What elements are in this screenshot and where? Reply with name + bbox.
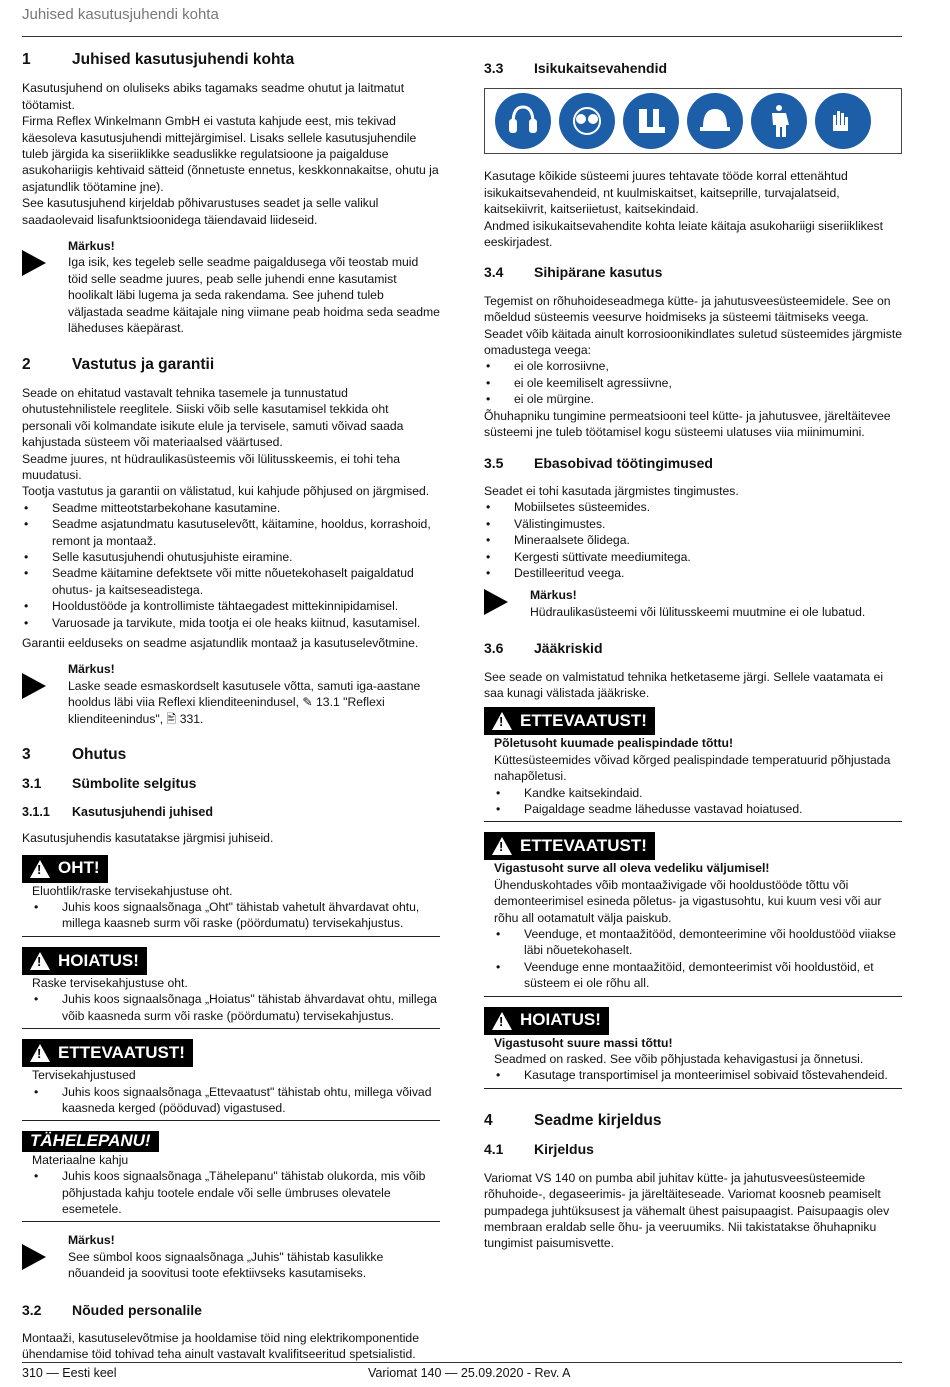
warn-sub: Tervisekahjustused <box>32 1068 136 1083</box>
s36-paragraph: See seade on valmistatud tehnika hetketaseme järgi. Sellele vaatamata ei saa kunagi välistada jääkriske. <box>484 669 884 700</box>
section-3-2-heading: 3.2 Nõuded personalile <box>22 1301 202 1318</box>
right-column <box>484 52 902 1252</box>
helmet-icon <box>687 93 743 149</box>
s2-paragraph: Seade on ehitatud vastavalt tehnika tasemele ja tunnustatud ohutustehnilistele reeglitele. Siiski võib selle kasutamisel tekkida oht personali või kolmandate isikute elule ja tervisele, samuti võivad saada kahjustada süsteem või materiaalsed väärtused. <box>22 385 404 450</box>
warning-block <box>484 1007 902 1089</box>
list-item: • ei ole mürgine. <box>484 391 902 407</box>
note-arrow-icon <box>22 661 68 727</box>
section-3-5-heading: 3.5 Ebasobivad töötingimused <box>484 454 713 471</box>
warning-badge: ! HOIATUS! <box>484 1007 609 1035</box>
section-2-heading: 2 Vastutus ja garantii <box>22 355 215 373</box>
list-item: • Juhis koos signaalsõnaga „Tähelepanu" tähistab olukorda, mis võib põhjustada kahju tootele endale või selle ümbruses olevatele esemetele. <box>32 1168 440 1217</box>
safety-boots-icon <box>623 93 679 149</box>
note-title: Märkus! <box>68 662 115 677</box>
note-text: See sümbol koos signaalsõnaga „Juhis" tähistab kasulikke nõuandeid ja soovitusi toote efektiivseks kasutamiseks. <box>68 1249 384 1281</box>
section-1-heading: 1 Juhised kasutusjuhendi kohta <box>22 51 295 68</box>
caution-badge: ! ETTEVAATUST! <box>484 832 655 860</box>
s34-paragraph: Õhuhapniku tungimine permeatsiooni teel kütte- ja jahutusvee, järeltäitevee süsteemi jne tuleb töötamisel kogu süsteemi ulatuses viia miinimumini. <box>484 408 891 440</box>
list-item: • Paigaldage seadme lähedusse vastavad hoiatused. <box>494 801 902 817</box>
warning-block <box>22 947 440 1029</box>
note-arrow-icon <box>22 238 68 336</box>
header-divider <box>22 36 902 37</box>
list-item: • Juhis koos signaalsõnaga „Ettevaatust" tähistab ohtu, millega võivad kaasneda kerged (pööduvad) vigastused. <box>32 1084 440 1117</box>
list-item: • Seadme mitteotstarbekohane kasutamine. <box>22 500 440 516</box>
list-item: • Juhis koos signaalsõnaga „Hoiatus" tähistab ähvardavat ohtu, millega võib kaasneda surm või raske (pöördumatu) tervisekahjustus. <box>32 991 440 1024</box>
note-text: Laske seade esmaskordselt kasutusele võtta, samuti iga-aastane hooldus läbi viia Reflexi klienditeenindusel, ✎ 13.1 "Reflexi klienditeenindus", 🖹 331. <box>68 678 421 726</box>
list-item: • Seadme käitamine defektsete või mitte nõuetekohaselt paigaldatud ohutus- ja kaitseseadistega. <box>22 565 440 598</box>
caution-badge: ! ETTEVAATUST! <box>484 707 655 735</box>
list-item: • Kandke kaitsekindaid. <box>494 785 902 801</box>
note-block <box>22 661 440 727</box>
note-arrow-icon <box>22 1232 68 1281</box>
warning-triangle-icon <box>30 952 50 970</box>
footer-document-info: Variomat 140 — 25.09.2020 - Rev. A <box>368 1366 571 1380</box>
s2-paragraph: Seadme juures, nt hüdraulikasüsteemis või lülitusskeemis, ei tohi teha muudatusi. <box>22 451 401 482</box>
gloves-icon <box>815 93 871 149</box>
danger-badge: ! OHT! <box>22 855 108 883</box>
running-header: Juhised kasutusjuhendi kohta <box>22 6 219 23</box>
note-block <box>22 1232 440 1281</box>
s34-paragraph: Tegemist on rõhuhoideseadmega kütte- ja jahutusveesüsteemidele. See on mõeldud süsteemis veesurve hoidmiseks ja süsteemi täitmiseks veega. Seadet võib käitada ainult korrosioonikindlates suletud süsteemides järgmiste omadustega veega: <box>484 293 902 358</box>
warn-text: Ühenduskohtades võib montaaživigade või hooldustööde tõttu või demonteerimisel esineda põletus- ja vigastusohtu, kui kuum vesi või aur rõhu all ootamatult välja paiskub. <box>494 877 882 925</box>
list-item: • Mobiilsetes süsteemides. <box>484 499 902 515</box>
s41-paragraph: Variomat VS 140 on pumba abil juhitav kütte- ja jahutusveesüsteemide rõhuhoide-, degaseerimis- ja järeltäiteseade. Variomat koosneb peamiselt pumpadega juhtüksusest ja vähemalt ühest paisupaagist. Paisupaagis olev membraan eraldab selle õhu- ja veeruumiks. Nii takistatakse õhuhapniku tungimist paisumisvette. <box>484 1170 890 1251</box>
list-item: • Seadme asjatundmatu kasutuselevõtt, käitamine, hooldus, korrashoid, remont ja montaaž. <box>22 516 440 549</box>
section-3-heading: 3 Ohutus <box>22 746 127 764</box>
warning-triangle-icon <box>30 1044 50 1062</box>
note-text: Iga isik, kes tegeleb selle seadme paigaldusega või teostab muid töid selle seadme juures, peab selle juhendi enne kasutamist hoolikalt läbi lugema ja seda rakendama. See juhend tuleb väljastada seadme käitajale ning viimane peab hoidma seda seadme läheduses käepärast. <box>68 255 440 336</box>
list-item: • Kasutage transportimisel ja monteerimisel sobivaid tõstevahendeid. <box>494 1067 902 1083</box>
list-item: • Varuosade ja tarvikute, mida tootja ei ole heaks kiitnud, kasutamisel. <box>22 615 440 631</box>
warning-triangle-icon <box>492 1012 512 1030</box>
warn-title: Põletusoht kuumade pealispindade tõttu! <box>494 736 734 751</box>
s2-paragraph: Tootja vastutus ja garantii on välistatud, kui kahjude põhjused on järgmised. <box>22 484 430 499</box>
s33-paragraph: Kasutage kõikide süsteemi juures tehtavate tööde korral ettenähtud isikukaitsevahendeid, nt kuulmiskaitset, kaitseprille, turvajalatseid, kaitsekiivrit, kaitseriietust, kaitsekindaid. <box>484 169 848 217</box>
s33-paragraph: Andmed isikukaitsevahendite kohta leiate käitaja asukohariigi siseriiklikest eeskirjadest. <box>484 218 884 250</box>
section-3-6-heading: 3.6 Jääkriskid <box>484 640 603 657</box>
list-item: • Destilleeritud veega. <box>484 565 902 581</box>
list-item: • Veenduge, et montaažitööd, demonteerimine või hooldustööd viiakse läbi nõuetekohaselt. <box>494 926 902 959</box>
caution-block <box>22 1039 440 1121</box>
warn-text: Seadmed on rasked. See võib põhjustada kehavigastusi ja õnnetusi. <box>494 1052 864 1067</box>
warn-sub: Eluohtlik/raske tervisekahjustuse oht. <box>32 883 233 898</box>
s3-intro: Kasutusjuhendis kasutatakse järgmisi juhiseid. <box>22 831 274 846</box>
list-item: • Kergesti süttivate meediumitega. <box>484 549 902 565</box>
caution-block <box>484 832 902 996</box>
list-item: • Hooldustööde ja kontrollimiste tähtaegadest mittekinnipidamisel. <box>22 598 440 614</box>
s35-paragraph: Seadet ei tohi kasutada järgmistes tingimustes. <box>484 483 739 498</box>
liability-list <box>22 500 440 631</box>
footer-page-language: 310 — Eesti keel <box>22 1366 117 1380</box>
warn-sub: Raske tervisekahjustuse oht. <box>32 975 188 990</box>
note-title: Märkus! <box>68 239 115 254</box>
s1-paragraph: Kasutusjuhend on oluliseks abiks tagamaks seadme ohutut ja laitmatut töötamist. <box>22 81 405 112</box>
section-4-heading: 4 Seadme kirjeldus <box>484 1111 662 1129</box>
list-item: • Veenduge enne montaažitöid, demonteerimist või hooldustöid, et süsteem ei ole rõhu all. <box>494 959 902 992</box>
warning-triangle-icon <box>492 712 512 730</box>
note-arrow-icon <box>484 587 530 620</box>
list-item: • Mineraalsete õlidega. <box>484 532 902 548</box>
list-item: • ei ole korrosiivne, <box>484 358 902 374</box>
s1-paragraph: Firma Reflex Winkelmann GmbH ei vastuta kahjude eest, mis tekivad käesoleva kasutusjuhendi mittejärgimisel. Lisaks sellele kasutusjuhendile tuleb järgida ka siseriiklikke seaduslikke regulatsioone ja paigalduse asukohariigis kehtivaid sätteid (õnnetuste ennetus, keskkonnakaitse, ohutu ja asjatundlik töötamine jne). <box>22 114 439 194</box>
note-title: Märkus! <box>68 1233 115 1248</box>
caution-block <box>484 707 902 822</box>
list-item: • Selle kasutusjuhendi ohutusjuhiste eiramine. <box>22 549 440 565</box>
list-item: • Välistingimustes. <box>484 516 902 532</box>
note-title: Märkus! <box>530 588 577 603</box>
caution-badge: ! ETTEVAATUST! <box>22 1039 193 1067</box>
warn-sub: Materiaalne kahju <box>32 1152 129 1167</box>
note-block <box>22 238 440 336</box>
left-column <box>22 52 440 1363</box>
footer-divider <box>22 1362 902 1363</box>
list-item: • ei ole keemiliselt agressiivne, <box>484 375 902 391</box>
notice-block <box>22 1131 440 1222</box>
section-3-3-heading: 3.3 Isikukaitsevahendid <box>484 60 668 76</box>
protective-clothing-icon <box>751 93 807 149</box>
list-item: • Juhis koos signaalsõnaga „Oht" tähistab vahetult ähvardavat ohtu, millega kaasneb surm või raske (pöördumatu) tervisekahjustus. <box>32 899 440 932</box>
s2-paragraph: Garantii eelduseks on seadme asjatundlik montaaž ja kasutuselevõtmine. <box>22 636 419 650</box>
warn-title: Vigastusoht surve all oleva vedeliku väljumisel! <box>494 861 770 876</box>
notice-badge: TÄHELEPANU! <box>22 1131 159 1151</box>
ear-protection-icon <box>495 93 551 149</box>
warning-badge: ! HOIATUS! <box>22 947 147 975</box>
section-4-1-heading: 4.1 Kirjeldus <box>484 1141 594 1158</box>
section-3-1-1-heading: 3.1.1 Kasutusjuhendi juhised <box>22 804 213 819</box>
warning-triangle-icon <box>492 837 512 855</box>
warn-title: Vigastusoht suure massi tõttu! <box>494 1035 673 1050</box>
goggles-icon <box>559 93 615 149</box>
danger-block <box>22 855 440 937</box>
note-block <box>484 587 902 620</box>
ppe-icons-strip <box>484 88 902 154</box>
section-3-1-heading: 3.1 Sümbolite selgitus <box>22 775 197 792</box>
note-text: Hüdraulikasüsteemi või lülitusskeemi muutmine ei ole lubatud. <box>530 604 866 619</box>
section-3-4-heading: 3.4 Sihipärane kasutus <box>484 264 663 281</box>
s1-paragraph: See kasutusjuhend kirjeldab põhivarustuses seadet ja selle valikul saadaolevaid lisafunktsioonidega täiendavaid liideseid. <box>22 196 379 227</box>
s32-paragraph: Montaaži, kasutuselevõtmise ja hooldamise töid ning elektrikomponentide ühendamise töid tohivad teha ainult vastavalt kvalifitseeritud spetsialistid. <box>22 1330 419 1362</box>
warn-text: Küttesüsteemides võivad kõrged pealispindade temperatuurid põhjustada nahapõletusi. <box>494 752 891 784</box>
warning-triangle-icon <box>30 860 50 878</box>
